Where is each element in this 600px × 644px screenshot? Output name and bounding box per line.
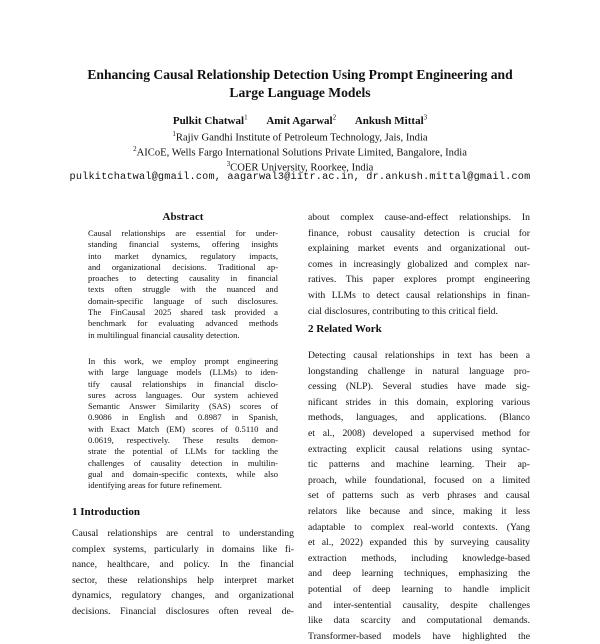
text-line: with LLMs to detect causal relationships in finan- bbox=[308, 289, 530, 301]
text-line: and organizational decisions. Traditional ap- bbox=[88, 261, 278, 272]
text-line: extraction methods, including knowledge-based bbox=[308, 552, 530, 564]
text-line: longstanding challenge in natural language pro- bbox=[308, 365, 530, 377]
text-line: tic patterns and machine learning. Their ap- bbox=[308, 459, 530, 471]
introduction-body bbox=[72, 526, 294, 620]
text-line: like data scarcity and computational demands. bbox=[308, 615, 530, 627]
text-line: comes in increasingly globalized and complex nar- bbox=[308, 258, 530, 270]
text-line: extracting explicit causal relations using syntac- bbox=[308, 443, 530, 455]
text-line: set of patterns such as verb phrases and causal bbox=[308, 490, 530, 502]
text-line: In this work, we employ prompt engineering bbox=[88, 356, 278, 366]
text-line: Causal relationships are essential for under- bbox=[88, 228, 278, 238]
text-line: proach, while foundational, focused on a limited bbox=[308, 474, 530, 486]
text-line: 0.9086 in English and 0.8987 in Spanish, bbox=[88, 412, 278, 423]
paper-title bbox=[40, 66, 560, 102]
author-3: Ankush Mittal$^3$ bbox=[354, 113, 428, 127]
text-line: explaining market events and organizational out- bbox=[308, 243, 530, 255]
text-line: domain-specific language of such disclosures. bbox=[88, 295, 278, 306]
section-heading-related-work: 2 Related Work bbox=[308, 323, 382, 335]
affiliation-2: $^2$AICoE, Wells Fargo International Solutions Private Limited, Bangalore, India bbox=[133, 145, 467, 159]
text-line: cial disclosures, contributing to this critical field. bbox=[308, 305, 498, 317]
text-line: into market dynamics, regulatory impacts, bbox=[88, 250, 278, 261]
text-line: relators like because and since, making it less bbox=[308, 505, 530, 517]
text-line: texts often struggle with the nuanced and bbox=[88, 284, 278, 295]
text-line: benchmark for evaluating advanced methods bbox=[88, 318, 278, 329]
introduction-continuation bbox=[308, 210, 530, 319]
text-line: The FinCausal 2025 shared task provided a bbox=[88, 307, 278, 318]
text-line: strate the potential of LLMs for tackling the bbox=[88, 446, 278, 457]
text-line: gual and domain-specific contexts, while also bbox=[88, 468, 278, 479]
text-line: Causal relationships are central to understanding bbox=[72, 528, 294, 539]
text-line: et al., 2022) expanded this by surveying causality bbox=[308, 537, 530, 549]
text-line: methods, languages, and applications. (Blanco bbox=[308, 412, 530, 424]
affiliation-1: $^1$Rajiv Gandhi Institute of Petroleum Technology, Jais, India bbox=[172, 130, 428, 144]
title-line-2: Large Language Models bbox=[229, 85, 371, 100]
text-line: standing financial systems, offering insights bbox=[88, 239, 278, 250]
text-line: identifying areas for future refinement. bbox=[88, 480, 222, 491]
text-line: complex systems, particularly in domains like fi- bbox=[72, 543, 294, 555]
text-line: and inter-sentential causality, despite challenges bbox=[308, 599, 530, 611]
text-line: tify causal relationships in financial disclo- bbox=[88, 378, 278, 389]
text-line: nificant strides in this domain, exploring various bbox=[308, 396, 530, 408]
text-line: in multilingual financial causality detection. bbox=[88, 329, 240, 340]
text-line: with Exact Match (EM) scores of 0.5110 and bbox=[88, 423, 278, 434]
text-line: sures across languages. Our system achieved bbox=[88, 389, 278, 400]
text-line: 0.0619, respectively. These results demon- bbox=[88, 435, 278, 446]
abstract-paragraph-1 bbox=[88, 228, 278, 341]
text-line: cessing (NLP). Several studies have made sig- bbox=[308, 381, 530, 393]
section-heading-introduction: 1 Introduction bbox=[72, 506, 140, 518]
author-2: Amit Agarwal$^2$ bbox=[266, 113, 337, 127]
text-line: dynamics, regulatory changes, and organizational bbox=[72, 590, 294, 602]
text-line: challenges of causality detection in multilin- bbox=[88, 457, 278, 468]
text-line: about complex cause-and-effect relationships. In bbox=[308, 212, 530, 223]
text-line: sector, these relationships help interpret market bbox=[72, 574, 294, 586]
text-line: finance, robust causality detection is crucial for bbox=[308, 227, 530, 239]
author-1: Pulkit Chatwal$^1$ bbox=[172, 113, 248, 127]
text-line: proaches to detecting causality in financial bbox=[88, 273, 278, 284]
text-line: Transformer-based models have highlighted the bbox=[308, 630, 530, 642]
text-line: et al., 2008) developed a supervised method for bbox=[308, 427, 530, 439]
text-line: Semantic Answer Similarity (SAS) scores of bbox=[88, 401, 278, 412]
text-line: decisions. Financial disclosures often reveal de- bbox=[72, 605, 294, 617]
text-line: potential of deep learning to handle implicit bbox=[308, 583, 530, 595]
text-line: with large language models (LLMs) to iden- bbox=[88, 367, 278, 378]
text-line: Detecting causal relationships in text has been a bbox=[308, 350, 530, 361]
abstract-heading: Abstract bbox=[162, 211, 204, 223]
author-list bbox=[40, 113, 560, 127]
abstract-paragraph-2 bbox=[88, 356, 278, 492]
author-emails: pulkitchatwal@gmail.com, aagarwal3@iitr.ac.in, dr.ankush.mittal@gmail.com bbox=[69, 172, 531, 183]
text-line: and deep learning techniques, emphasizing the bbox=[308, 568, 530, 580]
text-line: nance, healthcare, and policy. In the financial bbox=[72, 559, 294, 571]
title-line-1: Enhancing Causal Relationship Detection Using Prompt Engineering and bbox=[87, 67, 513, 82]
affiliation-3: $^3$COER University, Roorkee, India bbox=[226, 160, 374, 174]
text-line: adaptable to complex real-world contexts. (Yang bbox=[308, 521, 530, 533]
text-line: ratives. This paper explores prompt engineering bbox=[308, 274, 530, 286]
